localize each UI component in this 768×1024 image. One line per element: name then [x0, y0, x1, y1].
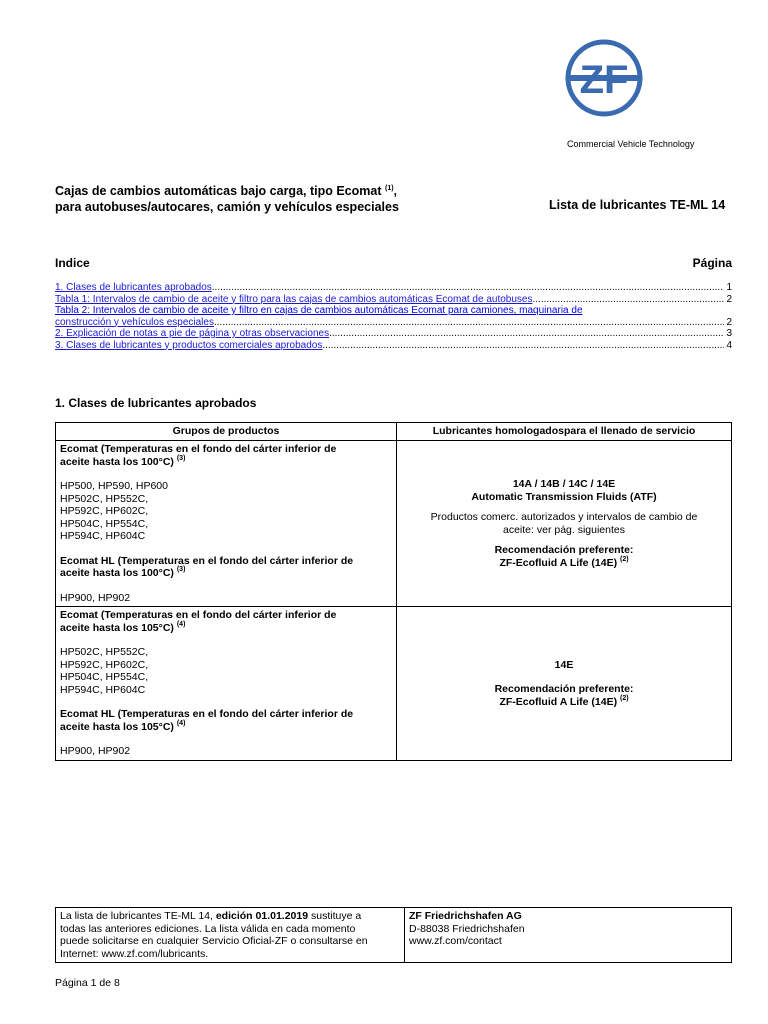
section-heading: 1. Clases de lubricantes aprobados	[55, 396, 257, 410]
table-row	[56, 607, 732, 761]
toc-link[interactable]: Tabla 2: Intervalos de cambio de aceite y filtro en cajas de cambios automáticas Ecomat para camiones, maquinaria de	[55, 305, 583, 316]
company-tagline: Commercial Vehicle Technology	[567, 139, 695, 149]
toc-page: 1	[726, 282, 732, 293]
company-address: ZF Friedrichshafen AG D-88038 Friedrichshafen www.zf.com/contact	[405, 908, 732, 963]
product-groups-cell: Ecomat (Temperaturas en el fondo del cárter inferior de aceite hasta los 100°C) $^{(3)}$ HP500, HP590, HP600 HP502C, HP552C, HP592C, HP602C, HP504C, HP554C, HP594C, HP604C Ecomat HL (Temperaturas en el fondo del cárter inferior de aceite hasta los 100°C) $^{(3)}$ HP900, HP902	[56, 441, 397, 607]
table-row	[56, 441, 732, 607]
zf-logo-text: ZF	[579, 58, 629, 102]
toc-link[interactable]: 1. Clases de lubricantes aprobados	[55, 282, 212, 293]
lubricant-cell: 14E Recomendación preferente: ZF-Ecofluid A Life (14E) $^{(2)}$	[397, 607, 732, 761]
toc-link[interactable]: 2. Explicación de notas a pie de página y otras observaciones	[55, 328, 330, 339]
table-of-contents	[55, 282, 732, 351]
page-heading: Página	[692, 256, 732, 270]
document-title: Cajas de cambios automáticas bajo carga, tipo Ecomat $^{(1)}$, para autobuses/autocares, camión y vehículos especiales	[55, 184, 399, 214]
toc-link[interactable]: Tabla 1: Intervalos de cambio de aceite y filtro para las cajas de cambios automáticas Ecomat de autobuses	[55, 293, 533, 305]
toc-item[interactable]	[55, 294, 732, 306]
toc-page: 3	[726, 328, 732, 339]
toc-item[interactable]	[55, 305, 732, 328]
lubricant-table	[55, 422, 732, 761]
column-header-lubricants: Lubricantes homologadospara el llenado de servicio	[397, 423, 732, 441]
toc-link[interactable]: 3. Clases de lubricantes y productos comerciales aprobados	[55, 339, 323, 351]
toc-page: 2	[726, 316, 732, 328]
lubricant-cell: 14A / 14B / 14C / 14E Automatic Transmission Fluids (ATF) Productos comerc. autorizados y intervalos de cambio de aceite: ver pág. siguientes Recomendación preferente: ZF-Ecofluid A Life (14E) $^{(2)}$	[397, 441, 732, 607]
toc-page: 4	[726, 339, 732, 351]
column-header-groups: Grupos de productos	[56, 423, 397, 441]
toc-page: 2	[726, 293, 732, 305]
product-groups-cell: Ecomat (Temperaturas en el fondo del cárter inferior de aceite hasta los 105°C) $^{(4)}$ HP502C, HP552C, HP592C, HP602C, HP504C, HP554C, HP594C, HP604C Ecomat HL (Temperaturas en el fondo del cárter inferior de aceite hasta los 105°C) $^{(4)}$ HP900, HP902	[56, 607, 397, 761]
page-number: Página 1 de 8	[55, 977, 120, 989]
toc-item[interactable]	[55, 340, 732, 352]
index-heading: Indice	[55, 256, 90, 270]
toc-item[interactable]	[55, 282, 732, 294]
footer-box	[55, 907, 732, 963]
list-title: Lista de lubricantes TE-ML 14	[549, 198, 726, 212]
zf-logo	[564, 38, 644, 118]
toc-item[interactable]	[55, 328, 732, 340]
validity-note: La lista de lubricantes TE-ML 14, edición 01.01.2019 sustituye a todas las anteriores ediciones. La lista válida en cada momento puede solicitarse en cualquier Servicio Oficial-ZF o consultarse en Internet: www.zf.com/lubricants.	[56, 908, 405, 963]
toc-link-cont[interactable]: construcción y vehículos especiales	[55, 316, 214, 328]
